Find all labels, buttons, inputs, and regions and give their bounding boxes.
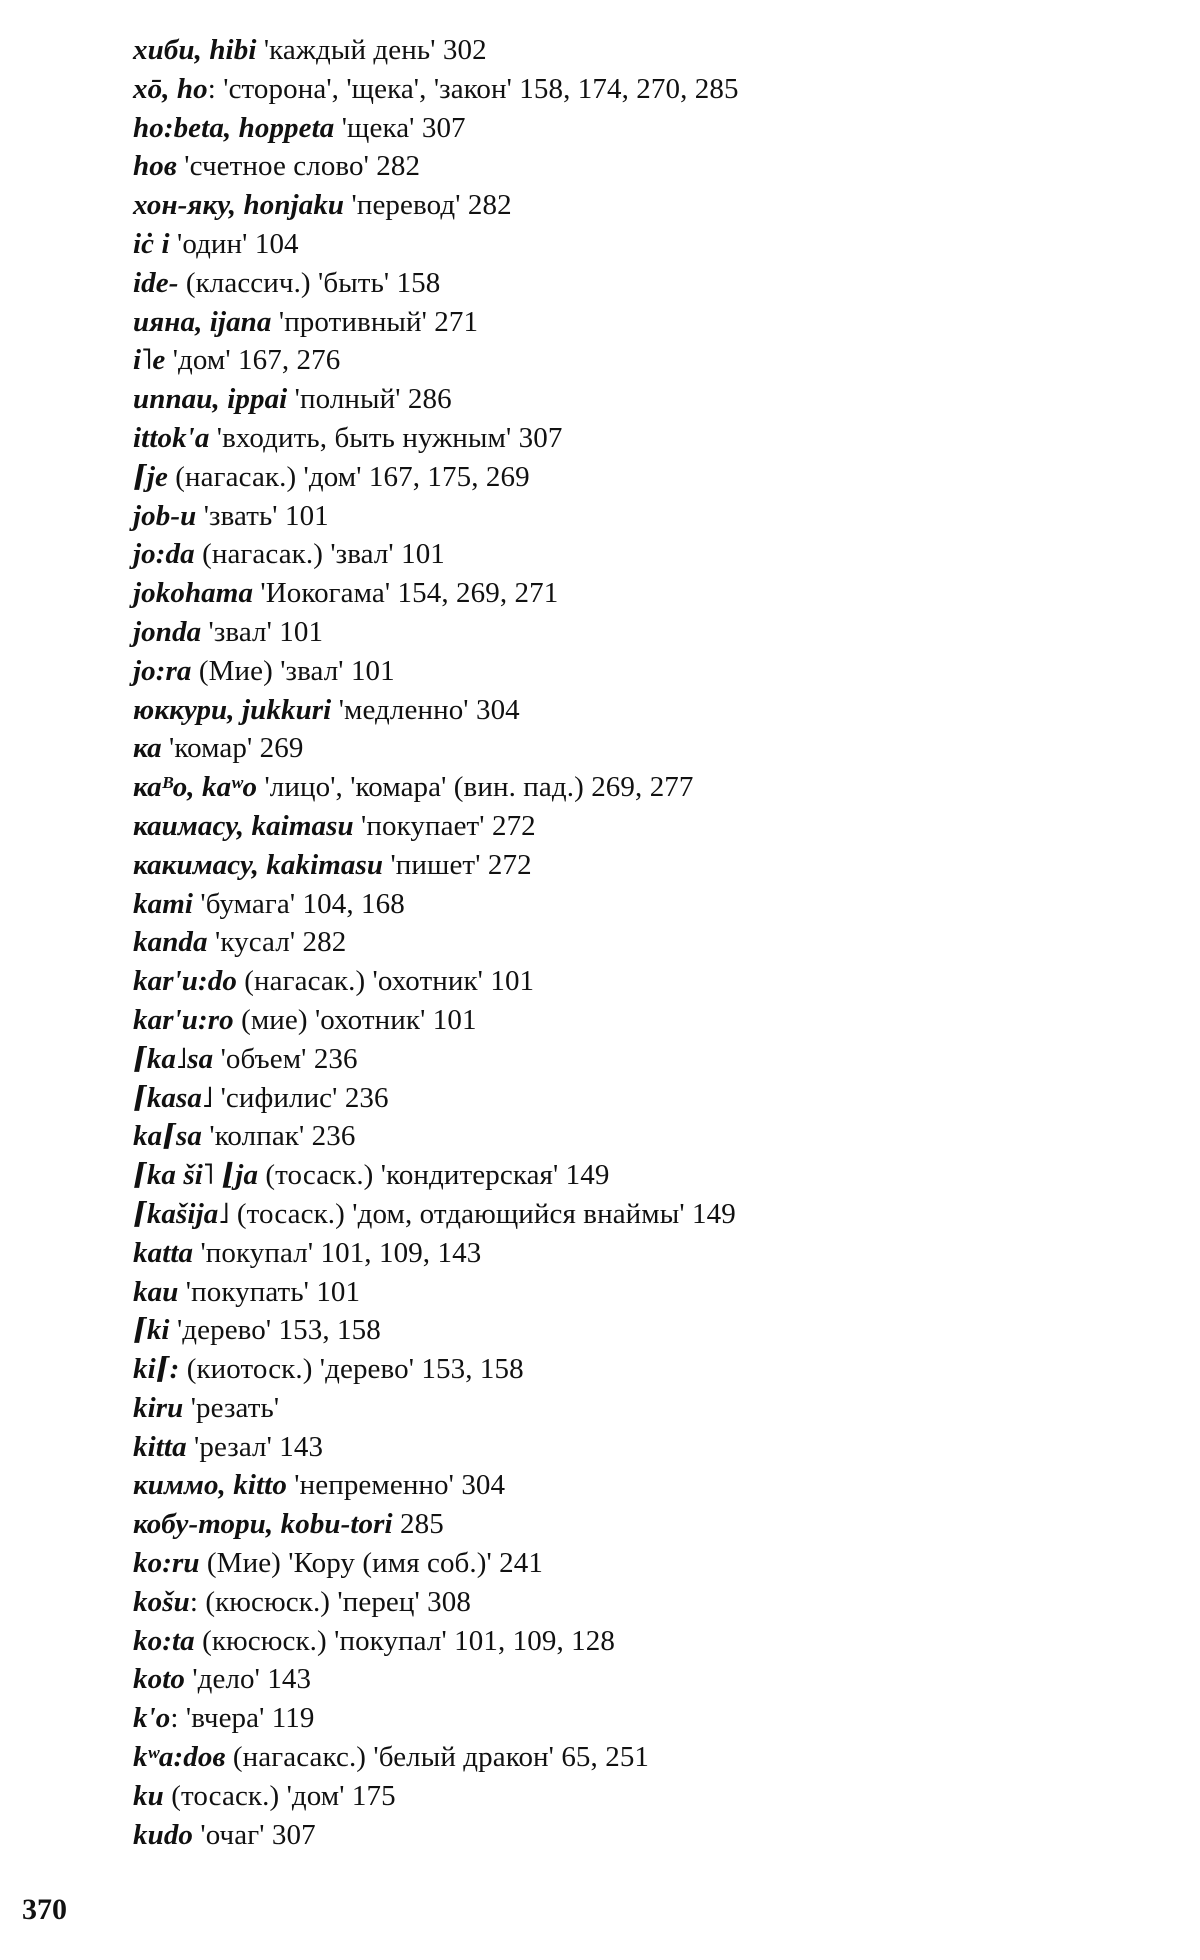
index-entry: [133, 1816, 1133, 1855]
index-entry: [133, 807, 1133, 846]
entry-gloss-and-pages: (мие) 'охотник' 101: [233, 1003, 477, 1036]
entry-gloss-and-pages: : (кюсюск.) 'перец' 308: [189, 1585, 471, 1618]
index-entry: [133, 1660, 1133, 1699]
entry-headword: hoв: [133, 150, 177, 183]
entry-gloss-and-pages: 'Иокогама' 154, 269, 271: [253, 577, 559, 610]
index-entry: [133, 31, 1133, 70]
entry-headword: jokohama: [133, 577, 254, 610]
index-entry: [133, 1156, 1133, 1195]
index-entry: [133, 186, 1133, 225]
index-entry: [133, 1117, 1133, 1156]
entry-headword: ⌈ka˩sa: [133, 1042, 214, 1075]
entry-gloss-and-pages: 'резать': [183, 1391, 280, 1424]
entry-gloss-and-pages: : 'сторона', 'щека', 'закон' 158, 174, 270, 285: [207, 72, 739, 105]
index-entry: [133, 846, 1133, 885]
index-entry: [133, 1389, 1133, 1428]
entry-headword: jo:da: [133, 538, 195, 571]
index-entry: [133, 1350, 1133, 1389]
index-entry: [133, 729, 1133, 768]
entry-headword: i˥e: [133, 344, 166, 377]
entry-gloss-and-pages: (Мие) 'звал' 101: [191, 654, 395, 687]
entry-headword: ка: [133, 732, 162, 765]
index-entry: [133, 225, 1133, 264]
index-entry: [133, 923, 1133, 962]
entry-gloss-and-pages: 'звал' 101: [201, 615, 324, 648]
entry-headword: ka⌈sa: [133, 1120, 203, 1153]
entry-headword: ittok'a: [133, 421, 210, 454]
entry-gloss-and-pages: (нагасак.) 'звал' 101: [194, 538, 445, 571]
index-entry: [133, 768, 1133, 807]
entry-headword: kiru: [133, 1391, 184, 1424]
entry-headword: iċ i: [133, 227, 170, 260]
entry-headword: kudo: [133, 1818, 194, 1851]
entry-headword: košu: [133, 1585, 190, 1618]
entry-headword: ⌈je: [133, 460, 168, 493]
index-entry: [133, 885, 1133, 924]
entry-headword: каимасу, kaimasu: [133, 809, 354, 842]
entry-gloss-and-pages: (классич.) 'быть' 158: [178, 266, 441, 299]
entry-headword: ki⌈:: [133, 1353, 180, 1386]
entry-gloss-and-pages: 'дом' 167, 276: [165, 344, 341, 377]
entry-headword: jo:ra: [133, 654, 192, 687]
index-entry: [133, 535, 1133, 574]
entry-headword: ⌈ki: [133, 1314, 170, 1347]
index-entry: [133, 1738, 1133, 1777]
index-entry: [133, 691, 1133, 730]
entry-headword: jonda: [133, 615, 202, 648]
entry-headword: kar'u:ro: [133, 1003, 234, 1036]
index-entry: [133, 1428, 1133, 1467]
index-entry: [133, 1622, 1133, 1661]
entry-gloss-and-pages: (тосаск.) 'дом' 175: [163, 1779, 396, 1812]
entry-headword: ⌈ka ši˥ ⌊ja: [133, 1159, 259, 1192]
index-entry: [133, 1195, 1133, 1234]
entry-headword: ide-: [133, 266, 179, 299]
entry-headword: kar'u:do: [133, 965, 237, 998]
entry-headword: job-u: [133, 499, 197, 532]
index-entry: [133, 1273, 1133, 1312]
index-entry: [133, 1311, 1133, 1350]
entry-gloss-and-pages: 'лицо', 'комара' (вин. пад.) 269, 277: [257, 771, 694, 804]
index-entry: [133, 1583, 1133, 1622]
entry-gloss-and-pages: 'щека' 307: [334, 111, 466, 144]
entry-gloss-and-pages: 'кусал' 282: [207, 926, 347, 959]
index-entry: [133, 613, 1133, 652]
index-entry: [133, 1040, 1133, 1079]
entry-gloss-and-pages: (нагасак.) 'охотник' 101: [236, 965, 535, 998]
entry-headword: ku: [133, 1779, 164, 1812]
index-entry: [133, 380, 1133, 419]
entry-gloss-and-pages: (нагасак.) 'дом' 167, 175, 269: [167, 460, 530, 493]
index-entry: [133, 341, 1133, 380]
entry-gloss-and-pages: 'покупает' 272: [353, 809, 536, 842]
entry-gloss-and-pages: 'перевод' 282: [344, 189, 512, 222]
entry-gloss-and-pages: 'каждый день' 302: [256, 34, 487, 66]
index-entry: [133, 147, 1133, 186]
entry-headword: киммо, kitto: [133, 1469, 287, 1502]
entry-headword: ияна, ijana: [133, 305, 272, 338]
entry-headword: kʷa:doв: [133, 1741, 226, 1774]
entry-headword: ⌈kašija˩: [133, 1197, 230, 1230]
entry-gloss-and-pages: 'колпак' 236: [202, 1120, 356, 1153]
entry-headword: кобу-тори, kobu-tori: [133, 1508, 393, 1541]
index-entry: [133, 1079, 1133, 1118]
entry-gloss-and-pages: 'дерево' 153, 158: [169, 1314, 381, 1347]
entry-gloss-and-pages: 'счетное слово' 282: [176, 150, 421, 183]
entry-headword: kanda: [133, 926, 208, 959]
entry-headword: kau: [133, 1275, 179, 1308]
entry-gloss-and-pages: 285: [392, 1508, 444, 1541]
index-entry: [133, 652, 1133, 691]
entry-gloss-and-pages: 'непременно' 304: [286, 1469, 506, 1502]
entry-headword: юккури, jukkuri: [133, 693, 332, 726]
entry-gloss-and-pages: (кюсюск.) 'покупал' 101, 109, 128: [194, 1624, 615, 1657]
entry-gloss-and-pages: 'звать' 101: [196, 499, 329, 532]
entry-headword: хон-яку, honjaku: [133, 189, 345, 222]
entry-headword: ko:ru: [133, 1547, 200, 1580]
entry-gloss-and-pages: (тосаск.) 'кондитерская' 149: [258, 1159, 610, 1192]
page-number: 370: [22, 1893, 67, 1926]
entry-gloss-and-pages: (нагасакс.) 'белый дракон' 65, 251: [225, 1741, 650, 1774]
entry-gloss-and-pages: 'бумага' 104, 168: [193, 887, 405, 920]
entry-headword: ko:ta: [133, 1624, 195, 1657]
entry-headword: kami: [133, 887, 194, 920]
entry-headword: каᴮо, kaʷo: [133, 771, 258, 804]
index-entry: [133, 264, 1133, 303]
entry-headword: иппаи, ippai: [133, 383, 288, 416]
entry-gloss-and-pages: 'объем' 236: [213, 1042, 358, 1075]
entry-gloss-and-pages: (киотоск.) 'дерево' 153, 158: [179, 1353, 524, 1386]
index-entry: [133, 419, 1133, 458]
entry-headword: ⌈kasa˩: [133, 1081, 214, 1114]
entry-headword: kitta: [133, 1430, 187, 1463]
entry-headword: хō, ho: [133, 72, 208, 105]
entry-headword: хиби, hibi: [133, 34, 257, 66]
entry-gloss-and-pages: 'пишет' 272: [383, 848, 532, 881]
entry-gloss-and-pages: 'дело' 143: [184, 1663, 312, 1696]
entry-gloss-and-pages: 'покупать' 101: [178, 1275, 361, 1308]
entry-gloss-and-pages: 'полный' 286: [287, 383, 452, 416]
entry-gloss-and-pages: 'один' 104: [169, 227, 299, 260]
index-entry: [133, 1777, 1133, 1816]
index-entry-list: [133, 31, 1133, 1854]
index-entry: [133, 1001, 1133, 1040]
entry-gloss-and-pages: 'сифилис' 236: [213, 1081, 389, 1114]
entry-gloss-and-pages: 'резал' 143: [186, 1430, 324, 1463]
index-entry: [133, 1234, 1133, 1273]
entry-gloss-and-pages: 'входить, быть нужным' 307: [209, 421, 563, 454]
entry-gloss-and-pages: 'покупал' 101, 109, 143: [193, 1236, 482, 1269]
entry-headword: koto: [133, 1663, 185, 1696]
entry-headword: katta: [133, 1236, 194, 1269]
index-entry: [133, 70, 1133, 109]
entry-headword: какимасу, kakimasu: [133, 848, 384, 881]
entry-gloss-and-pages: (тосаск.) 'дом, отдающийся внаймы' 149: [229, 1197, 736, 1230]
index-entry: [133, 1699, 1133, 1738]
index-entry: [133, 497, 1133, 536]
entry-headword: k'o: [133, 1702, 171, 1735]
entry-gloss-and-pages: : 'вчера' 119: [170, 1702, 315, 1735]
index-entry: [133, 109, 1133, 148]
entry-gloss-and-pages: (Мие) 'Кору (имя соб.)' 241: [199, 1547, 543, 1580]
index-entry: [133, 303, 1133, 342]
entry-gloss-and-pages: 'очаг' 307: [193, 1818, 316, 1851]
index-entry: [133, 1505, 1133, 1544]
index-entry: [133, 458, 1133, 497]
entry-gloss-and-pages: 'комар' 269: [161, 732, 304, 765]
index-entry: [133, 1466, 1133, 1505]
entry-headword: ho:beta, hoppeta: [133, 111, 335, 144]
index-entry: [133, 962, 1133, 1001]
index-entry: [133, 1544, 1133, 1583]
entry-gloss-and-pages: 'противный' 271: [271, 305, 479, 338]
entry-gloss-and-pages: 'медленно' 304: [331, 693, 520, 726]
index-entry: [133, 574, 1133, 613]
